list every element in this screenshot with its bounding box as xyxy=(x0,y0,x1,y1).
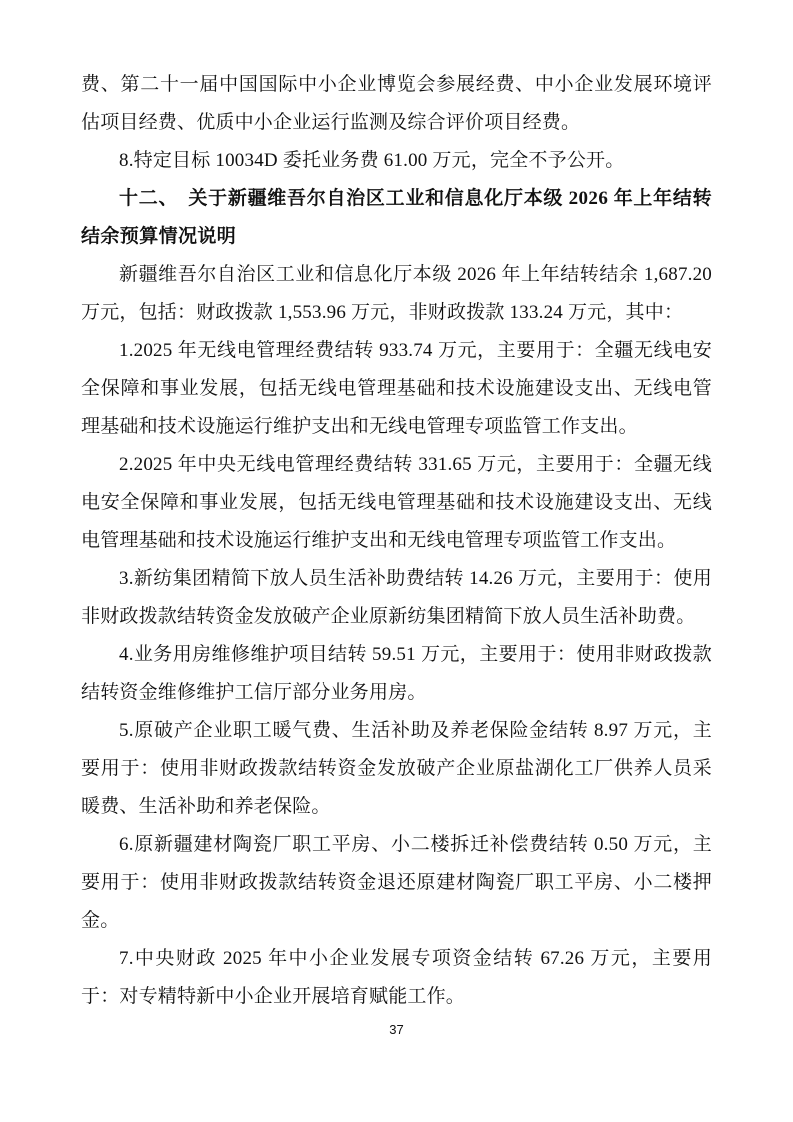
continuation-paragraph: 费、第二十一届中国国际中小企业博览会参展经费、中小企业发展环境评估项目经费、优质中小企业运行监测及综合评价项目经费。 xyxy=(81,74,712,133)
carryover-item-5: 5.原破产企业职工暖气费、生活补助及养老保险金结转 8.97 万元，主要用于：使用非财政拨款结转资金发放破产企业原盐湖化工厂供养人员采暖费、生活补助和养老保险。 xyxy=(81,720,712,817)
item-8-paragraph: 8.特定目标 10034D 委托业务费 61.00 万元，完全不予公开。 xyxy=(119,150,625,171)
document-body xyxy=(81,66,712,1016)
page-number: 37 xyxy=(389,1022,404,1037)
carryover-item-2: 2.2025 年中央无线电管理经费结转 331.65 万元，主要用于：全疆无线电安全保障和事业发展，包括无线电管理基础和技术设施建设支出、无线电管理基础和技术设施运行维护支出和无线电管理专项监管工作支出。 xyxy=(81,454,712,551)
carryover-item-7: 7.中央财政 2025 年中小企业发展专项资金结转 67.26 万元，主要用于：对专精特新中小企业开展培育赋能工作。 xyxy=(81,948,712,1007)
carryover-item-6: 6.原新疆建材陶瓷厂职工平房、小二楼拆迁补偿费结转 0.50 万元，主要用于：使用非财政拨款结转资金退还原建材陶瓷厂职工平房、小二楼押金。 xyxy=(81,834,712,931)
carryover-item-3: 3.新纺集团精简下放人员生活补助费结转 14.26 万元，主要用于：使用非财政拨款结转资金发放破产企业原新纺集团精简下放人员生活补助费。 xyxy=(81,568,712,627)
carryover-item-4: 4.业务用房维修维护项目结转 59.51 万元，主要用于：使用非财政拨款结转资金维修维护工信厅部分业务用房。 xyxy=(81,644,712,703)
section-heading: 十二、 关于新疆维吾尔自治区工业和信息化厅本级 2026 年上年结转结余预算情况说明 xyxy=(81,188,712,247)
intro-paragraph: 新疆维吾尔自治区工业和信息化厅本级 2026 年上年结转结余 1,687.20 万元，包括：财政拨款 1,553.96 万元，非财政拨款 133.24 万元，其中： xyxy=(81,264,712,323)
carryover-item-1: 1.2025 年无线电管理经费结转 933.74 万元，主要用于：全疆无线电安全保障和事业发展，包括无线电管理基础和技术设施建设支出、无线电管理基础和技术设施运行维护支出和无线电管理专项监管工作支出。 xyxy=(81,340,712,437)
